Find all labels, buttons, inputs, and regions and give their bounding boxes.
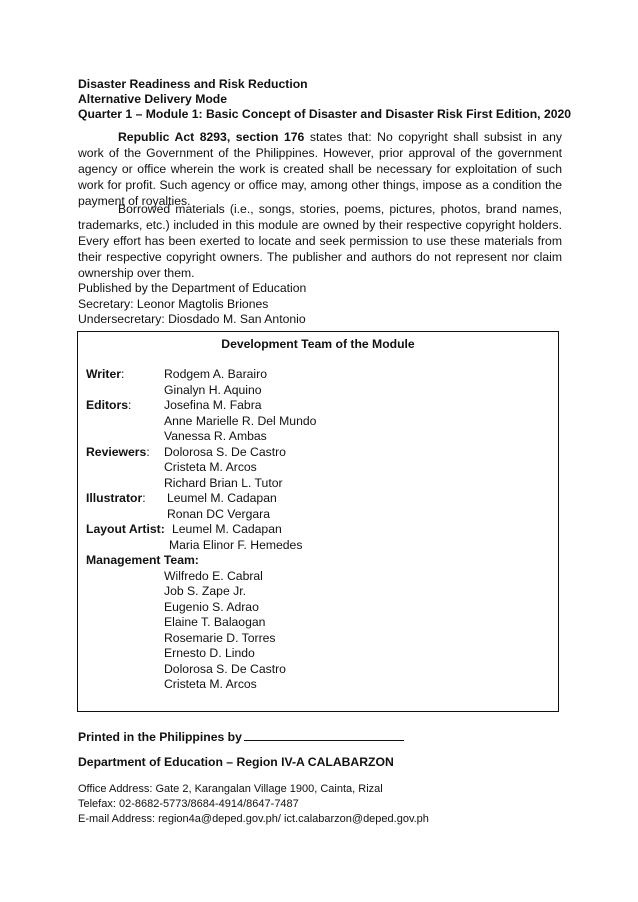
email-address: E-mail Address: region4a@deped.gov.ph/ ict.calabarzon@deped.gov.ph (78, 813, 429, 825)
reviewer-name: Richard Brian L. Tutor (164, 475, 283, 490)
copyright-notice (78, 129, 562, 209)
team-title: Development Team of the Module (221, 337, 415, 351)
printed-label: Printed in the Philippines by (78, 730, 242, 744)
editor-name: Josefina M. Fabra (164, 398, 262, 412)
illustrator-name: Leumel M. Cadapan (167, 491, 277, 505)
reviewer-name: Dolorosa S. De Castro (164, 444, 286, 459)
deped-region: Department of Education – Region IV-A CALABARZON (78, 755, 394, 769)
secretary: Secretary: Leonor Magtolis Briones (78, 296, 269, 311)
illustrator-name: Ronan DC Vergara (167, 506, 270, 521)
management-member: Eugenio S. Adrao (164, 599, 259, 614)
management-team-label: Management Team: (86, 553, 199, 567)
writer-name: Ginalyn H. Aquino (164, 382, 262, 397)
borrowed-text: Borrowed materials (i.e., songs, stories, poems, pictures, photos, brand names, trademarks, etc.) included in this module are owned by their respective copyright holders. Every effort has been exerted to locate and seek permission to use these materials from their respective copyright owners. The publisher and authors do not represent nor claim ownership over them. (78, 202, 562, 280)
borrowed-materials-notice (78, 201, 562, 281)
layout-artist-name: Maria Elinor F. Hemedes (169, 537, 303, 552)
module-header (78, 77, 571, 122)
undersecretary: Undersecretary: Diosdado M. San Antonio (78, 312, 306, 326)
published-by: Published by the Department of Education (78, 281, 307, 295)
management-member: Elaine T. Balaogan (164, 615, 266, 629)
ra-citation: Republic Act 8293, section 176 (118, 130, 305, 144)
layout-artist-name: Leumel M. Cadapan (172, 522, 282, 536)
telefax: Telefax: 02-8682-5773/8684-4914/8647-7487 (78, 798, 299, 810)
layout-artist-label: Layout Artist: (86, 522, 165, 536)
editor-name: Vanessa R. Ambas (164, 429, 267, 443)
management-member: Cristeta M. Arcos (164, 677, 257, 691)
management-member: Rosemarie D. Torres (164, 630, 276, 645)
illustrator-label: Illustrator: (86, 491, 146, 505)
subject-title: Disaster Readiness and Risk Reduction (78, 77, 308, 91)
management-member: Wilfredo E. Cabral (164, 568, 263, 583)
printer-blank-line (244, 729, 404, 741)
editors-label: Editors: (86, 398, 132, 412)
reviewer-name: Cristeta M. Arcos (164, 460, 257, 474)
publisher-info (78, 281, 306, 328)
writer-label: Writer: (86, 367, 125, 381)
module-title: Quarter 1 – Module 1: Basic Concept of Disaster and Disaster Risk First Edition, 2020 (78, 107, 572, 121)
contact-info (78, 782, 429, 827)
editor-name: Anne Marielle R. Del Mundo (164, 413, 317, 428)
delivery-mode: Alternative Delivery Mode (78, 92, 228, 106)
management-member: Dolorosa S. De Castro (164, 661, 286, 676)
management-member: Ernesto D. Lindo (164, 646, 255, 660)
development-team-box (77, 331, 559, 712)
writer-name: Rodgem A. Barairo (164, 367, 267, 381)
ra-text: states that: No copyright shall subsist in any work of the Government of the Philippines. However, prior approval of the government agency or office wherein the work is created shall be necessary for exploitation of such work for profit. Such agency or office may, among other things, impose as a condition the payment of royalties. (78, 130, 563, 208)
reviewers-label: Reviewers: (86, 444, 150, 459)
printed-by-line (78, 729, 404, 744)
office-address: Office Address: Gate 2, Karangalan Village 1900, Cainta, Rizal (78, 783, 383, 795)
management-member: Job S. Zape Jr. (164, 584, 246, 598)
